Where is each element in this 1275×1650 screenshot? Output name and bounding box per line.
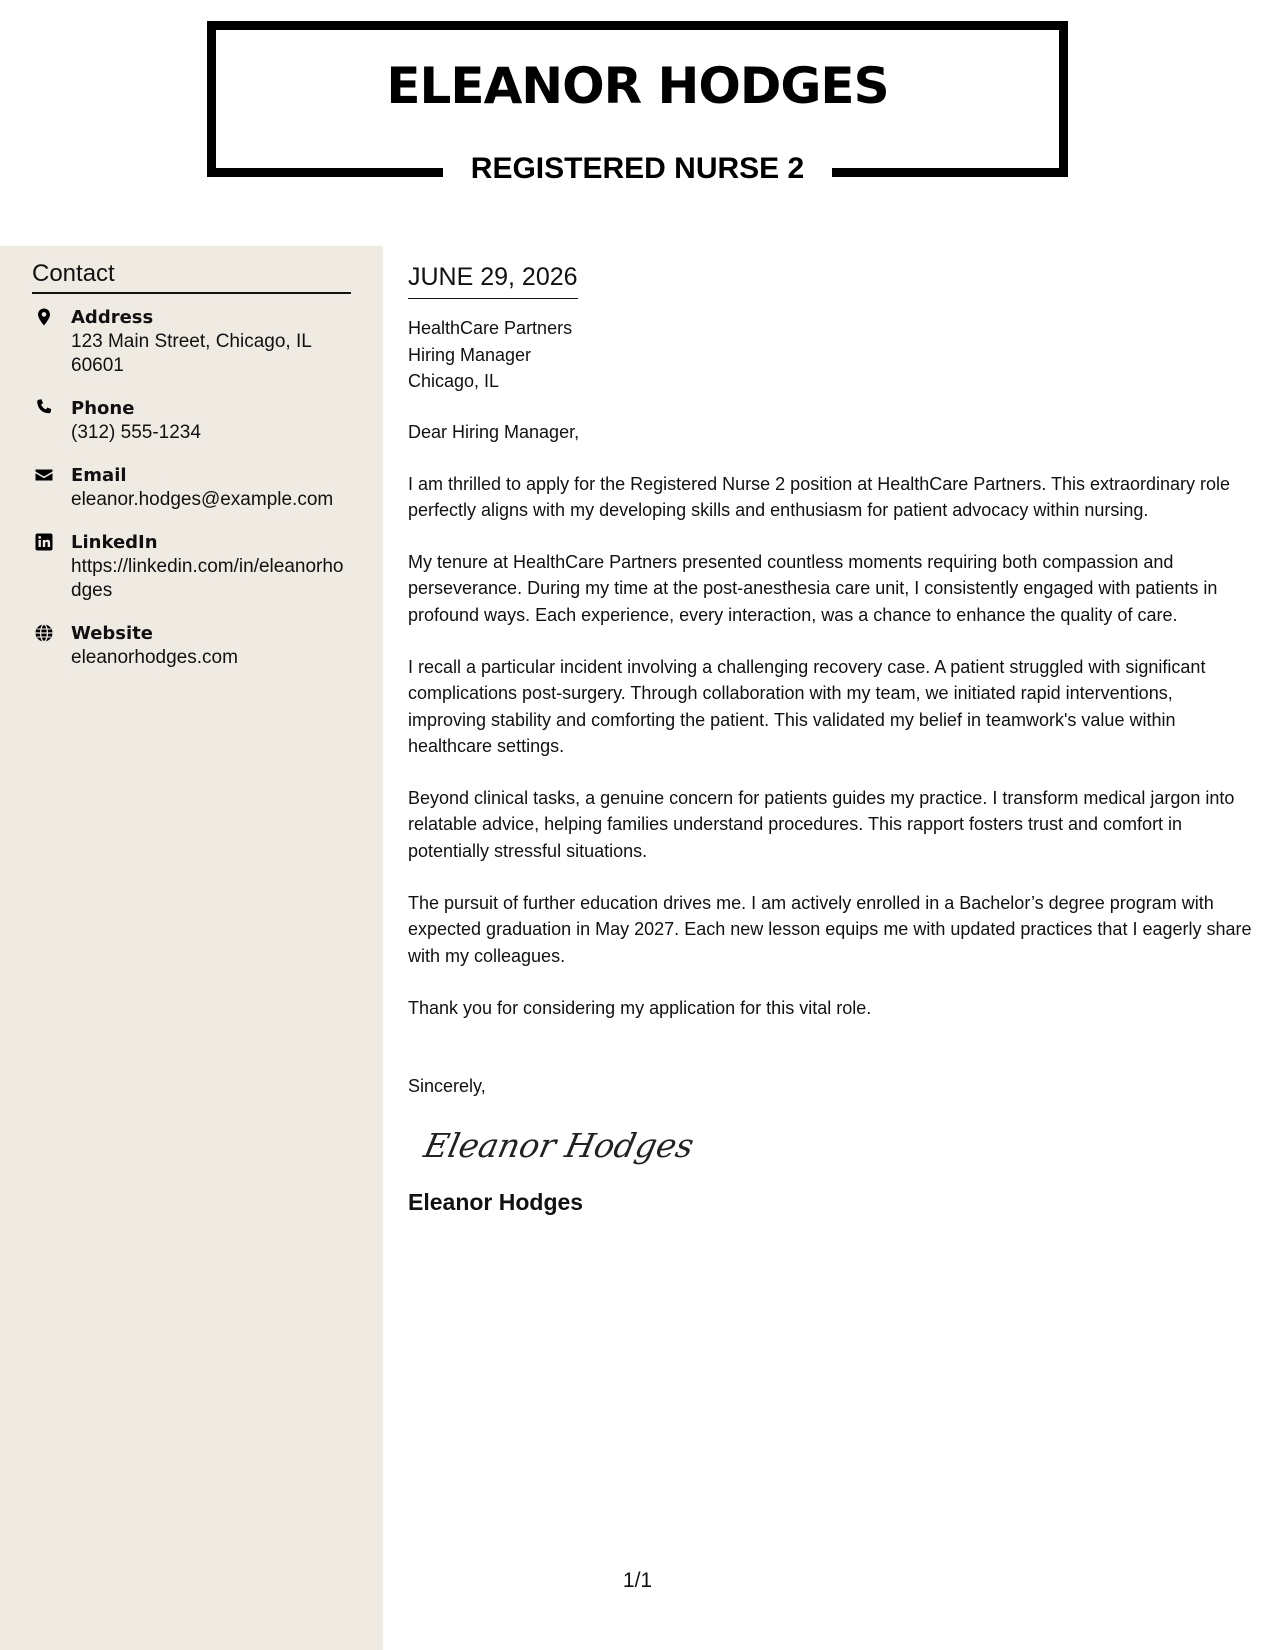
contact-label: Website <box>71 623 154 644</box>
envelope-icon <box>34 465 54 485</box>
contact-list <box>32 305 352 688</box>
contact-label: Address <box>71 307 154 328</box>
contact-value: 123 Main Street, Chicago, IL 60601 <box>71 331 312 376</box>
applicant-role: REGISTERED NURSE 2 <box>470 152 805 185</box>
map-pin-icon <box>34 307 54 327</box>
handwritten-signature <box>420 1121 698 1171</box>
letter-paragraph: My tenure at HealthCare Partners presented countless moments requiring both compassion and perseverance. During my time at the post-anesthesia care unit, I consistently engaged with patients in profound ways. Each experience, every interaction, was a chance to enhance the quality of care. <box>408 552 1218 625</box>
contact-value: (312) 555-1234 <box>71 422 201 443</box>
letter-paragraph: I recall a particular incident involving a challenging recovery case. A patient struggled with significant complications post-surgery. Through collaboration with my team, we initiated rapid interventions, improving stability and comforting the patient. This validated my belief in teamwork's value within healthcare settings. <box>408 656 1206 756</box>
recipient-company: HealthCare Partners <box>408 318 573 338</box>
signature-text: Eleanor Hodges <box>420 1126 698 1166</box>
recipient-block <box>408 315 1253 395</box>
contact-label: LinkedIn <box>71 532 158 553</box>
contact-item-website <box>32 621 352 670</box>
phone-icon <box>34 398 54 418</box>
contact-value: eleanorhodges.com <box>71 647 238 668</box>
contact-sidebar <box>0 246 383 1650</box>
globe-icon <box>34 623 54 643</box>
linkedin-icon <box>34 532 54 552</box>
closing: Sincerely, <box>408 1076 486 1097</box>
contact-item-address <box>32 305 352 378</box>
letter-body <box>408 262 1253 1216</box>
recipient-title: Hiring Manager <box>408 344 532 365</box>
contact-label: Phone <box>71 398 135 419</box>
recipient-location: Chicago, IL <box>408 371 500 391</box>
letter-paragraph: The pursuit of further education drives me. I am actively enrolled in a Bachelor’s degree program with expected graduation in May 2027. Each new lesson equips me with updated practices that I eagerly share with my colleagues. <box>408 893 1252 966</box>
header-frame-bottom-right <box>832 168 1068 177</box>
signer-name: Eleanor Hodges <box>408 1189 584 1216</box>
page-number: 1/1 <box>622 1569 653 1592</box>
contact-heading: Contact <box>32 260 351 294</box>
contact-value: eleanor.hodges@example.com <box>71 489 334 510</box>
contact-item-linkedin <box>32 530 352 603</box>
letter-date: JUNE 29, 2026 <box>408 262 578 299</box>
letter-paragraph: I am thrilled to apply for the Registered Nurse 2 position at HealthCare Partners. This extraordinary role perfectly aligns with my developing skills and enthusiasm for patient advocacy within nursing. <box>408 473 1231 520</box>
contact-item-email <box>32 463 352 512</box>
applicant-name: ELEANOR HODGES <box>386 57 889 115</box>
header-frame-bottom-left <box>207 168 443 177</box>
contact-item-phone <box>32 396 352 445</box>
contact-label: Email <box>71 465 127 486</box>
letter-paragraph: Beyond clinical tasks, a genuine concern for patients guides my practice. I transform medical jargon into relatable advice, helping families understand procedures. This rapport fosters trust and comfort in potentially stressful situations. <box>408 788 1235 861</box>
letter-paragraph: Thank you for considering my application for this vital role. <box>408 997 872 1018</box>
contact-value: https://linkedin.com/in/eleanorhodges <box>71 556 344 601</box>
salutation: Dear Hiring Manager, <box>408 421 580 442</box>
